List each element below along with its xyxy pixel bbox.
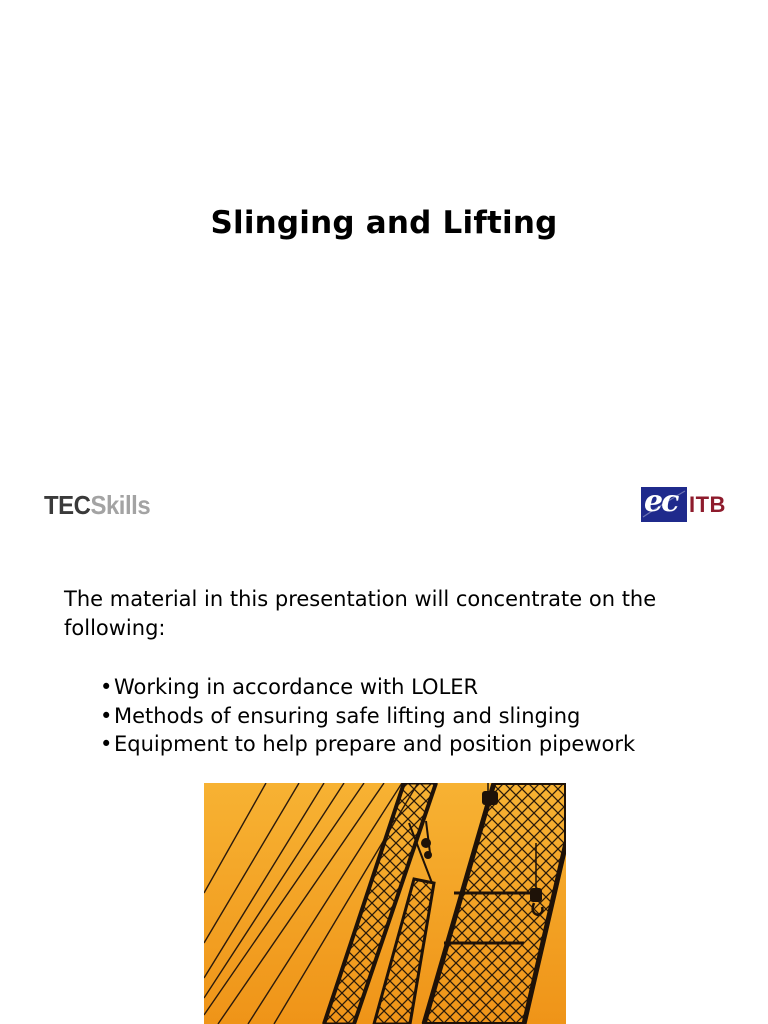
crane-silhouette-photo [204,783,566,1024]
ecitb-logo-mark [641,487,687,522]
topic-list [100,673,635,759]
list-item: •Working in accordance with LOLER [100,675,479,699]
crane-photo-svg [204,783,566,1024]
page-title: Slinging and Lifting [210,205,558,241]
tecskills-logo [44,490,150,521]
list-item-text: Working in accordance with LOLER [114,675,479,699]
tecskills-logo-skills: Skills [90,490,151,520]
ecitb-logo-ec: ec [644,487,678,519]
list-item: •Methods of ensuring safe lifting and slinging [100,703,581,728]
list-item-text: Methods of ensuring safe lifting and slinging [114,703,581,728]
ecitb-logo-itb: ITB [689,492,726,517]
intro-text: The material in this presentation will concentrate on the following: [64,587,657,640]
tecskills-logo-tec: TEC [44,490,91,520]
list-item: •Equipment to help prepare and position pipework [100,732,636,756]
list-item-text: Equipment to help prepare and position pipework [114,732,636,756]
ecitb-logo [641,487,726,522]
